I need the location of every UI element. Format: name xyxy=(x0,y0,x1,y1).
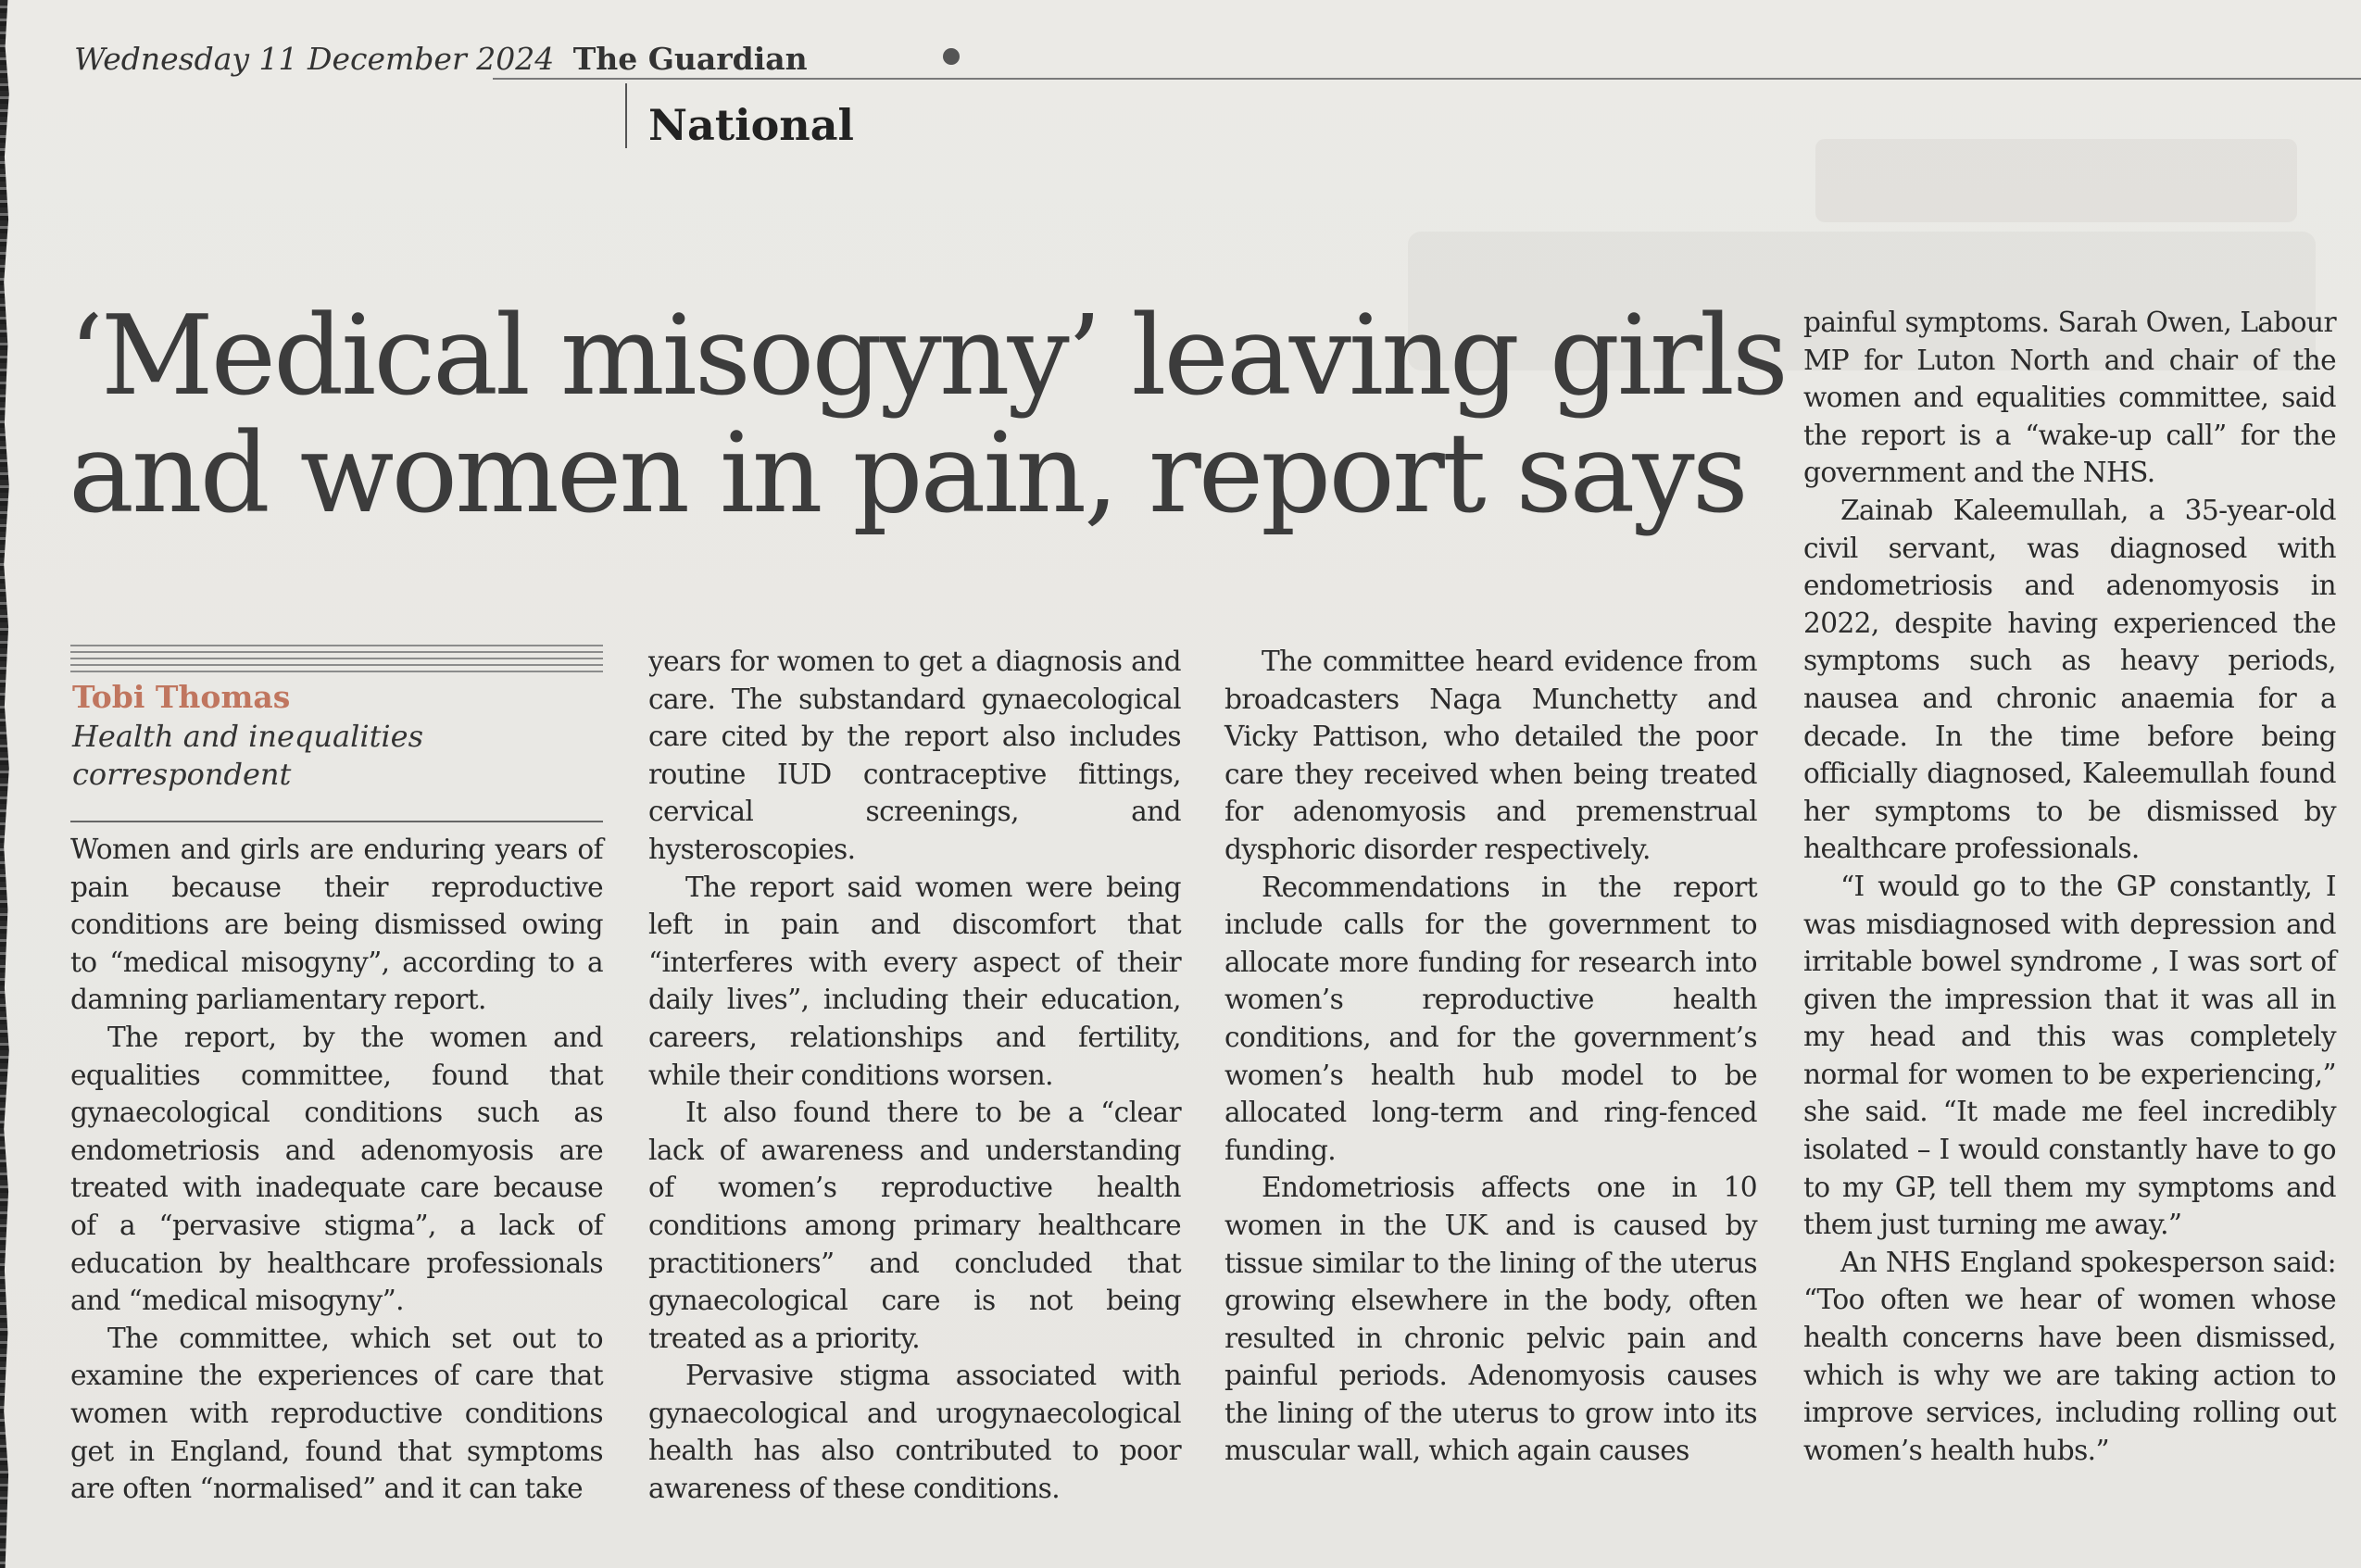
headline xyxy=(69,293,1791,538)
paragraph: Recommendations in the report include calls for the government to allocate more funding for research into women’s reproductive health conditions, and for the government’s women’s health hub model to be allocated long-term and ring-fenced funding. xyxy=(1224,871,1757,1166)
section-divider xyxy=(625,83,627,148)
paragraph: The committee heard evidence from broadcasters Naga Munchetty and Vicky Pattison, who detailed the poor care they received when being treated for adenomyosis and premenstrual dysphoric disorder respectively. xyxy=(1224,646,1757,865)
article-column-2 xyxy=(648,643,1181,1508)
paragraph: Zainab Kaleemullah, a 35-year-old civil servant, was diagnosed with endometriosis and adenomyosis in 2022, despite having experienced the symptoms such as heavy periods, nausea and chronic anaemia for a decade. In the time before being officially diagnosed, Kaleemullah found her symptoms to be dismissed by healthcare professionals. xyxy=(1803,494,2336,865)
paragraph: “I would go to the GP constantly, I was misdiagnosed with depression and irritable bowel syndrome , I was sort of given the impression that it was all in my head and this was completely normal for women to be experiencing,” she said. “It made me feel incredibly isolated – I would constantly have to go to my GP, tell them my symptoms and them just turning me away.” xyxy=(1803,870,2336,1241)
byline-rules xyxy=(70,645,603,672)
bleed-through-shape xyxy=(1815,139,2297,222)
byline-author: Tobi Thomas xyxy=(72,679,291,715)
paragraph: years for women to get a diagnosis and care. The substandard gynaecological care cited by the report also includes routine IUD contraceptive fittings, cervical screenings, and hysteroscopies. xyxy=(648,646,1181,865)
paragraph: Pervasive stigma associated with gynaecological and urogynaecological health has also contributed to poor awareness of these conditions. xyxy=(648,1360,1181,1505)
article-column-3 xyxy=(1224,643,1757,1470)
paragraph: The committee, which set out to examine the experiences of care that women with reproductive conditions get in England, found that symptoms are often “normalised” and it can take xyxy=(70,1322,603,1505)
header-rule xyxy=(493,78,2361,80)
paragraph: An NHS England spokesperson said: “Too often we hear of women whose health concerns have been dismissed, which is why we are taking action to improve services, including rolling out women’s health hubs.” xyxy=(1803,1246,2336,1466)
torn-paper-edge xyxy=(0,0,13,1568)
section-label: National xyxy=(648,100,854,150)
byline-divider xyxy=(70,821,603,822)
paragraph: The report, by the women and equalities committee, found that gynaecological conditions such as endometriosis and adenomyosis are treated with inadequate care because of a “pervasive stigma”, a lack of education by healthcare professionals and “medical misogyny”. xyxy=(70,1021,603,1317)
headline-line-1: ‘Medical misogyny’ leaving girls xyxy=(69,293,1786,420)
newspaper-name: The Guardian xyxy=(572,41,808,77)
paragraph: Endometriosis affects one in 10 women in the UK and is caused by tissue similar to the lining of the uterus growing elsewhere in the body, often resulted in chronic pelvic pain and painful periods. Adenomyosis causes the lining of the uterus to grow into its muscular wall, which again causes xyxy=(1224,1172,1757,1467)
byline-role: Health and inequalities correspondent xyxy=(72,719,424,792)
page-header xyxy=(74,41,808,77)
paragraph: It also found there to be a “clear lack of awareness and understanding of women’s reproductive health conditions among primary healthcare practitioners” and concluded that gynaecological care is not being treated as a priority. xyxy=(648,1097,1181,1354)
article-column-4 xyxy=(1803,304,2336,1469)
header-dot xyxy=(943,48,960,65)
paragraph: Women and girls are enduring years of pain because their reproductive conditions are being dismissed owing to “medical misogyny”, according to a damning parliamentary report. xyxy=(70,834,603,1016)
publication-date: Wednesday 11 December 2024 xyxy=(74,41,555,77)
paragraph: The report said women were being left in pain and discomfort that “interferes with every aspect of their daily lives”, including their education, careers, relationships and fertility, while their conditions worsen. xyxy=(648,871,1181,1091)
article-column-1 xyxy=(70,831,603,1508)
headline-line-2: and women in pain, report says xyxy=(69,410,1746,538)
paragraph: painful symptoms. Sarah Owen, Labour MP for Luton North and chair of the women and equalities committee, said the report is a “wake-up call” for the government and the NHS. xyxy=(1803,307,2336,489)
